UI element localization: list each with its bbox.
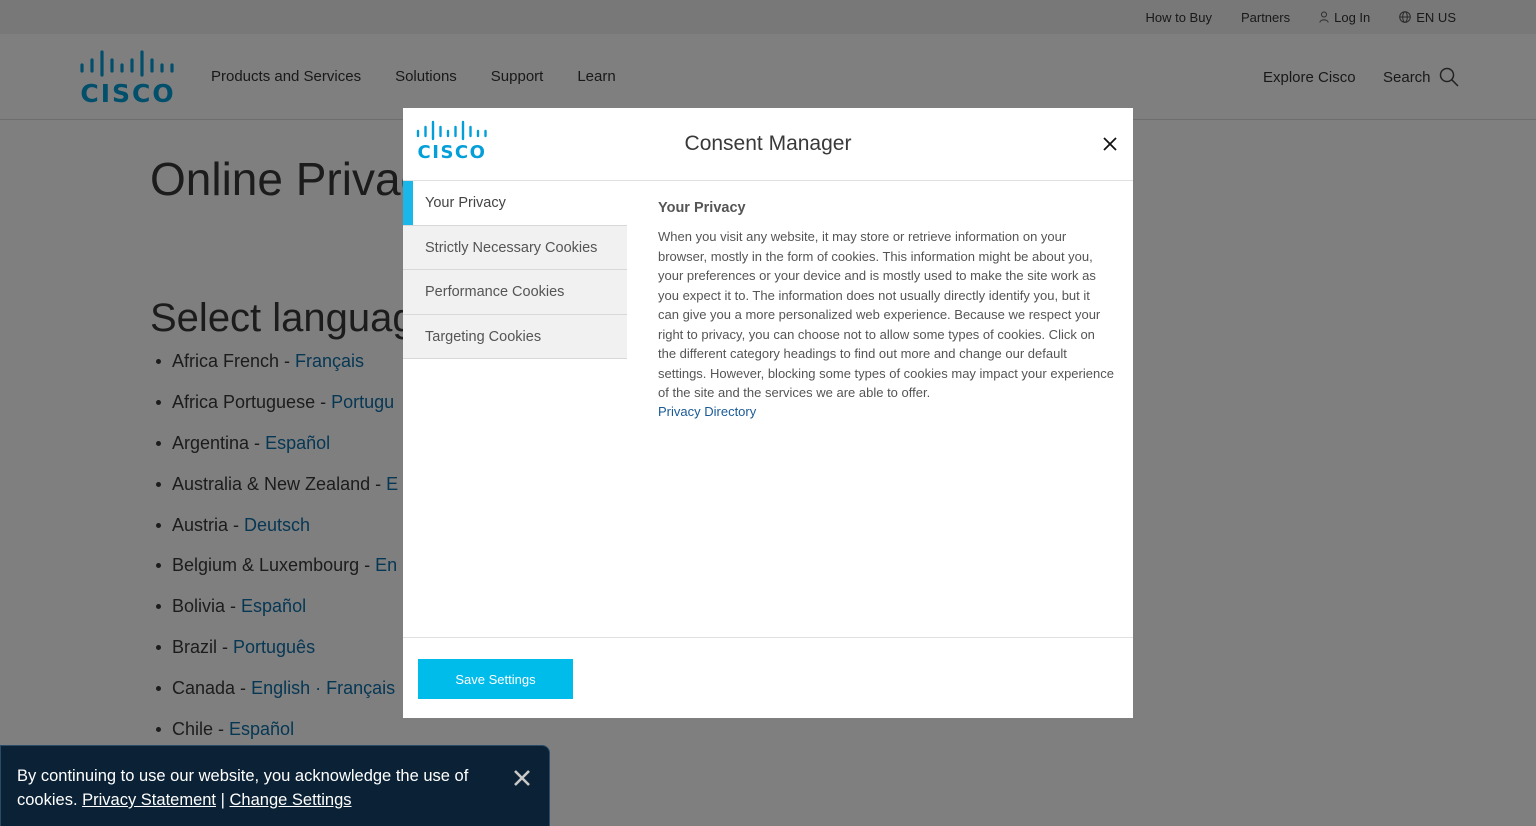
- close-icon[interactable]: [1100, 134, 1120, 154]
- dialog-header: [403, 108, 1133, 181]
- content-body: When you visit any website, it may store or retrieve information on your browser, mostly in the form of cookies. This information might be about you, your preferences or your device and is mostly used to make the site work as you expect it to. The information does not usually directly identify you, but it can give you a more personalized web experience. Because we respect your right to privacy, you can choose not to allow some types of cookies. Click on the different category headings to find out more and change our default settings. However, blocking some types of cookies may impact your experience of the site and the services we are able to offer.: [658, 229, 1114, 400]
- dialog-footer: [403, 637, 1133, 718]
- tab-content: [658, 200, 1114, 421]
- privacy-statement-link[interactable]: Privacy Statement: [82, 791, 217, 809]
- consent-manager-dialog: [403, 108, 1133, 718]
- cookie-notice: By continuing to use our website, you acknowledge the use of cookies.: [17, 767, 469, 809]
- category-tabs: [403, 181, 627, 359]
- tab-performance-cookies[interactable]: Performance Cookies: [403, 270, 627, 315]
- save-settings-button[interactable]: Save Settings: [418, 659, 573, 699]
- tab-targeting-cookies[interactable]: Targeting Cookies: [403, 315, 627, 360]
- change-settings-link[interactable]: Change Settings: [229, 791, 352, 809]
- cookie-banner-text: [17, 764, 497, 812]
- tab-strictly-necessary-cookies[interactable]: Strictly Necessary Cookies: [403, 226, 627, 271]
- dialog-title: Consent Manager: [684, 132, 852, 155]
- tab-your-privacy[interactable]: Your Privacy: [403, 181, 627, 226]
- content-heading: Your Privacy: [658, 200, 746, 216]
- link-separator: |: [220, 791, 225, 809]
- privacy-directory-link[interactable]: Privacy Directory: [658, 403, 757, 419]
- cookie-banner: [0, 745, 550, 826]
- svg-text:CISCO: CISCO: [417, 142, 487, 160]
- close-icon[interactable]: [512, 768, 532, 788]
